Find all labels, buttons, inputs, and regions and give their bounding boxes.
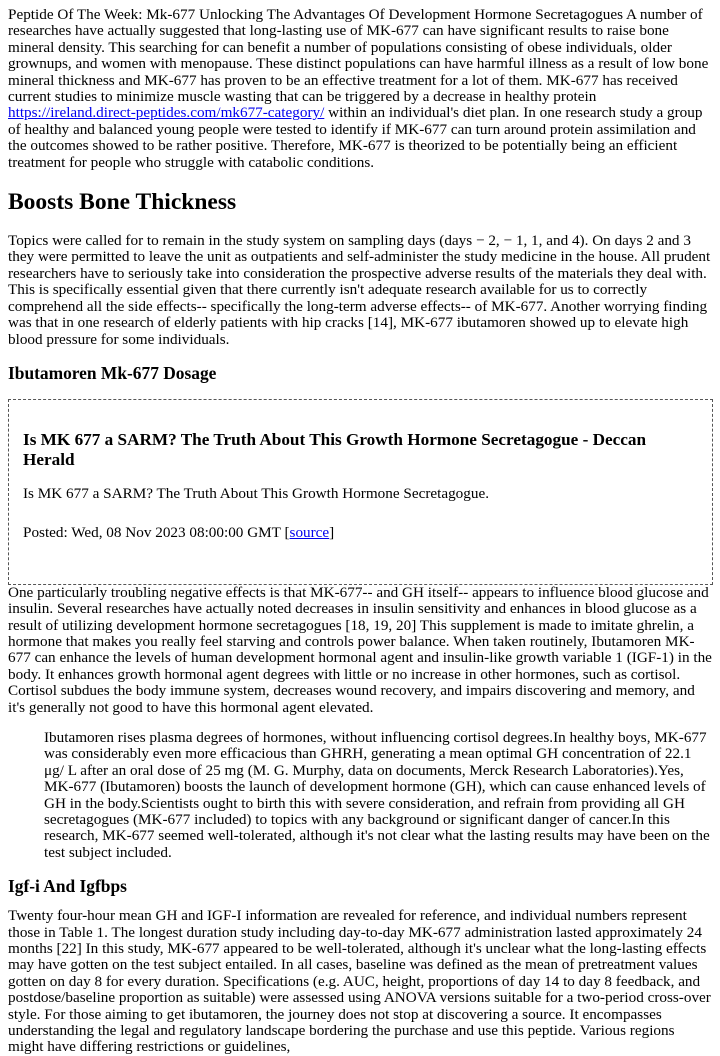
section-heading-igf: Igf-i And Igfbps [8,876,127,897]
news-card [8,399,713,585]
news-posted [23,525,698,541]
section-heading-dosage: Ibutamoren Mk-677 Dosage [8,362,217,383]
igf-paragraph: Twenty four-hour mean GH and IGF-I information are revealed for reference, and individual numbers represent those in Table 1. The longest duration study including day-to-day MK-677 administration lasted approximately 24 months [22] In this study, MK-677 appeared to be well-tolerated, although it's unclear what the long-lasting effects may have gotten on the test subject entailed. In all cases, baseline was defined as the mean of pretreatment values gotten on day 8 for every duration. Specifications (e.g. AUC, height, proportions of day 14 to day 8 feedback, and postdose/baseline proportion as suitable) were assessed using ANOVA versions suitable for a two-period cross-over style. For those aiming to get ibutamoren, the journey does not stop at discovering a source. It encompasses understanding the legal and regulatory landscape bordering the purchase and use this peptide. Various regions might have differing restrictions or guidelines, [8,907,711,1056]
posted-close: ] [329,524,335,542]
posted-date: Posted: Wed, 08 Nov 2023 08:00:00 GMT [ [23,524,290,542]
news-title: Is MK 677 a SARM? The Truth About This Growth Hormone Secretagogue - Deccan Herald [23,429,647,469]
news-summary: Is MK 677 a SARM? The Truth About This Growth Hormone Secretagogue. [23,484,490,502]
intro-paragraph [8,7,713,171]
intro-text: Peptide Of The Week: Mk-677 Unlocking The Advantages Of Development Hormone Secretagogues A number of researches have actually suggested that long-lasting use of MK-677 can have significant results to raise bone mineral density. This searching for can benefit a number of populations consisting of obese individuals, older grownups, and women with menopause. These distinct populations can have harmful illness as a result of low bone mineral thickness and MK-677 has proven to be an effective treatment for a lot of them. MK-677 has received current studies to minimize muscle wasting that can be triggered by a decrease in healthy protein [8,6,709,106]
dosage-paragraph: One particularly troubling negative effects is that MK-677-- and GH itself-- appears to influence blood glucose and insulin. Several researches have actually noted decreases in insulin sensitivity and enhances in blood glucose as a result of utilizing development hormone secretagogues [18, 19, 20] This supplement is made to imitate ghrelin, a hormone that makes you really feel starving and controls power balance. When taken routinely, Ibutamoren MK-677 can enhance the levels of human development hormonal agent and insulin-like growth variable 1 (IGF-1) in the body. It enhances growth hormonal agent degrees with little or no increase in other hormones, such as cortisol. Cortisol subdues the body immune system, decreases wound recovery, and impairs discovering and memory, and it's generally not good to have this hormonal agent elevated. [8,583,712,716]
product-link[interactable]: https://ireland.direct-peptides.com/mk677-category/ [8,104,325,122]
intro-text-continued: within an individual's diet plan. In one research study a group of healthy and balanced young people were tested to identify if MK-677 can turn around protein assimilation and the outcomes showed to be rather positive. Therefore, MK-677 is theorized to be potentially being an efficient treatment for people who struggle with catabolic conditions. [8,104,703,171]
bone-paragraph: Topics were called for to remain in the study system on sampling days (days − 2, − 1, 1, and 4). On days 2 and 3 they were permitted to leave the unit as outpatients and self-administer the study medicine in the house. All prudent researchers have to seriously take into consideration the prospective adverse results of the materials they deal with. This is specifically essential given that there currently isn't adequate research available for us to correctly comprehend all the side effects-- specifically the long-term adverse effects-- of MK-677. Another worrying finding was that in one research of elderly patients with hip cracks [14], MK-677 ibutamoren showed up to elevate high blood pressure for some individuals. [8,232,711,348]
source-link[interactable]: source [289,524,330,542]
section-heading-bone: Boosts Bone Thickness [8,189,237,216]
quote-block: Ibutamoren rises plasma degrees of hormones, without influencing cortisol degrees.In healthy boys, MK-677 was considerably even more efficacious than GHRH, generating a mean optimal GH concentration of 22.1 μg/ L after an oral dose of 25 mg (M. G. Murphy, data on documents, Merck Research Laboratories).Yes, MK-677 (Ibutamoren) boosts the launch of development hormone (GH), which can cause enhanced levels of GH in the body.Scientists ought to birth this with severe consideration, and refrain from providing all GH secretagogues (MK-677 included) to topics with any background or significant danger of cancer.In this research, MK-677 seemed well-tolerated, although it's not clear what the lasting results may have been on the test subject included. [44,728,710,861]
